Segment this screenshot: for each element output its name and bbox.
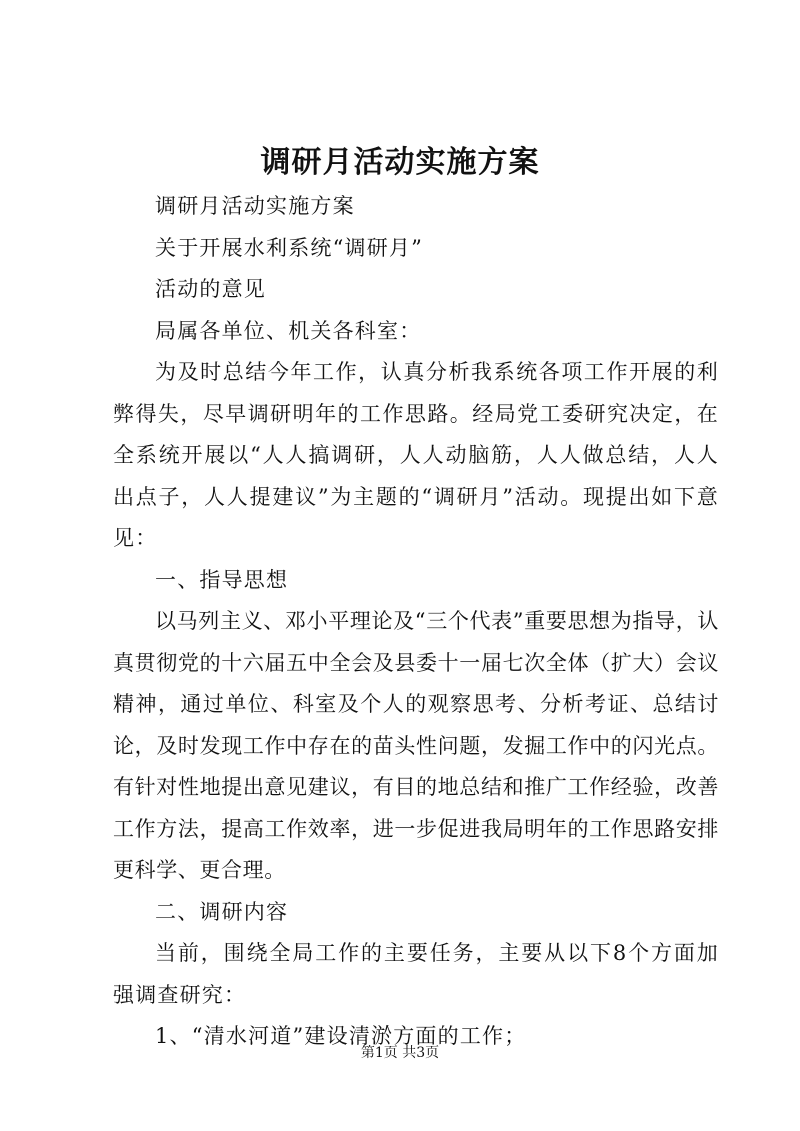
paragraph-notice-title-cont: 活动的意见: [155, 277, 266, 301]
document-title: 调研月活动实施方案: [260, 145, 540, 180]
section-heading-guiding-ideology: 一、指导思想: [155, 567, 289, 592]
paragraph-intro: 为及时总结今年工作，认真分析我系统各项工作开展的利弊得失，尽早调研明年的工作思路。经局党工委研究决定，在全系统开展以“人人搞调研，人人动脑筋，人人做总结，人人出点子，人人提建议”为主题的“调研月”活动。现提出如下意见：: [113, 360, 719, 550]
document-body: [113, 186, 719, 1058]
page-number-footer: 第1页 共3页: [360, 1045, 440, 1061]
paragraph-guiding-ideology: 以马列主义、邓小平理论及“三个代表”重要思想为指导，认真贯彻党的十六届五中全会及县委十一届七次全体（扩大）会议精神，通过单位、科室及个人的观察思考、分析考证、总结讨论，及时发现工作中存在的苗头性问题，发掘工作中的闪光点。有针对性地提出意见建议，有目的地总结和推广工作经验，改善工作方法，提高工作效率，进一步促进我局明年的工作思路安排更科学、更合理。: [113, 609, 719, 882]
list-item-1: 1、“清水河道”建设清淤方面的工作；: [155, 1024, 527, 1048]
paragraph-subtitle: 调研月活动实施方案: [155, 194, 355, 218]
paragraph-research-content: 当前，围绕全局工作的主要任务，主要从以下8个方面加强调查研究：: [113, 941, 719, 1007]
paragraph-addressee: 局属各单位、机关各科室：: [155, 318, 422, 343]
section-heading-research-content: 二、调研内容: [155, 899, 289, 924]
paragraph-notice-title: 关于开展水利系统“调研月”: [155, 235, 424, 260]
